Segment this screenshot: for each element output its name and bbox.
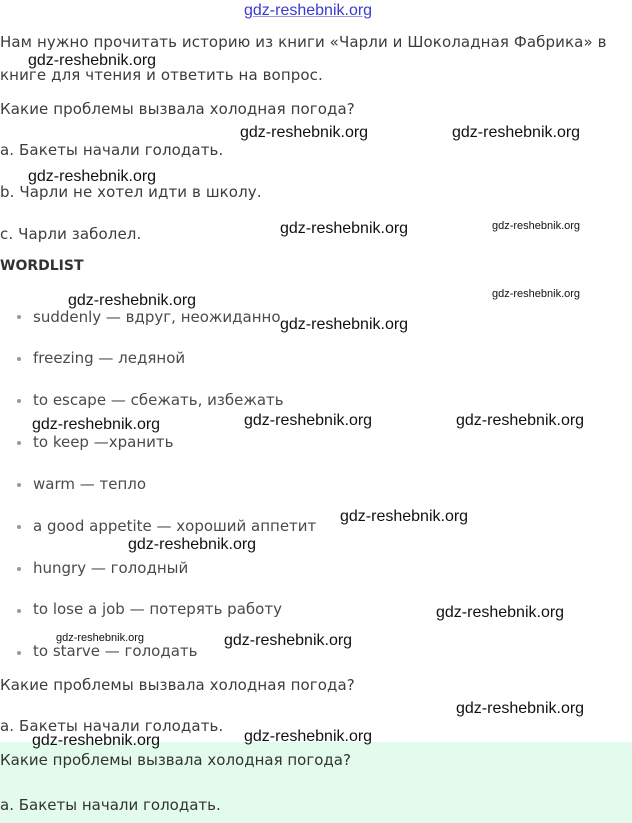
repeat-answer: a. Бакеты начали голодать. <box>0 717 224 735</box>
bullet-icon <box>17 651 21 655</box>
bullet-icon <box>17 315 21 319</box>
bullet-icon <box>17 441 21 445</box>
answer-box <box>0 742 632 823</box>
watermark: gdz-reshebnik.org <box>244 412 373 429</box>
watermark: gdz-reshebnik.org <box>128 536 257 553</box>
watermark: gdz-reshebnik.org <box>32 416 161 433</box>
watermark: gdz-reshebnik.org <box>280 220 409 237</box>
option-b: b. Чарли не хотел идти в школу. <box>0 183 262 201</box>
option-a: a. Бакеты начали голодать. <box>0 141 224 159</box>
bullet-icon <box>17 399 21 403</box>
watermark: gdz-reshebnik.org <box>56 632 145 644</box>
watermark: gdz-reshebnik.org <box>68 292 197 309</box>
watermark: gdz-reshebnik.org <box>452 124 581 141</box>
answer-box-answer: a. Бакеты начали голодать. <box>0 796 221 814</box>
option-c: c. Чарли заболел. <box>0 225 142 243</box>
bullet-icon <box>17 483 21 487</box>
wordlist-item: warm — тепло <box>33 475 147 493</box>
wordlist-item: a good appetite — хороший аппетит <box>33 517 317 535</box>
wordlist-item: to starve — голодать <box>33 642 198 660</box>
answer-box-question: Какие проблемы вызвала холодная погода? <box>0 751 351 769</box>
wordlist-item: to keep —хранить <box>33 433 174 451</box>
wordlist-item: freezing — ледяной <box>33 349 186 367</box>
intro-line-2: книге для чтения и ответить на вопрос. <box>0 66 323 84</box>
watermark: gdz-reshebnik.org <box>224 632 353 649</box>
watermark: gdz-reshebnik.org <box>492 220 581 232</box>
watermark: gdz-reshebnik.org <box>28 168 157 185</box>
watermark: gdz-reshebnik.org <box>32 732 161 749</box>
wordlist-item: to lose a job — потерять работу <box>33 600 282 618</box>
question-text: Какие проблемы вызвала холодная погода? <box>0 100 355 118</box>
watermark: gdz-reshebnik.org <box>456 412 585 429</box>
bullet-icon <box>17 567 21 571</box>
watermark: gdz-reshebnik.org <box>492 288 581 300</box>
watermark: gdz-reshebnik.org <box>340 508 469 525</box>
watermark: gdz-reshebnik.org <box>280 316 409 333</box>
intro-line-1: Нам нужно прочитать историю из книги «Чарли и Шоколадная Фабрика» в <box>0 33 607 51</box>
repeat-question: Какие проблемы вызвала холодная погода? <box>0 676 355 694</box>
watermark: gdz-reshebnik.org <box>240 124 369 141</box>
wordlist-title: WORDLIST <box>0 258 84 274</box>
watermark: gdz-reshebnik.org <box>28 52 157 69</box>
watermark: gdz-reshebnik.org <box>456 700 585 717</box>
wordlist-item: suddenly — вдруг, неожиданно <box>33 308 281 326</box>
watermark: gdz-reshebnik.org <box>244 728 373 745</box>
bullet-icon <box>17 609 21 613</box>
bullet-icon <box>17 357 21 361</box>
wordlist-item: hungry — голодный <box>33 559 189 577</box>
watermark: gdz-reshebnik.org <box>436 604 565 621</box>
bullet-icon <box>17 525 21 529</box>
watermark-top: gdz-reshebnik.org <box>244 2 373 19</box>
wordlist-item: to escape — сбежать, избежать <box>33 391 284 409</box>
